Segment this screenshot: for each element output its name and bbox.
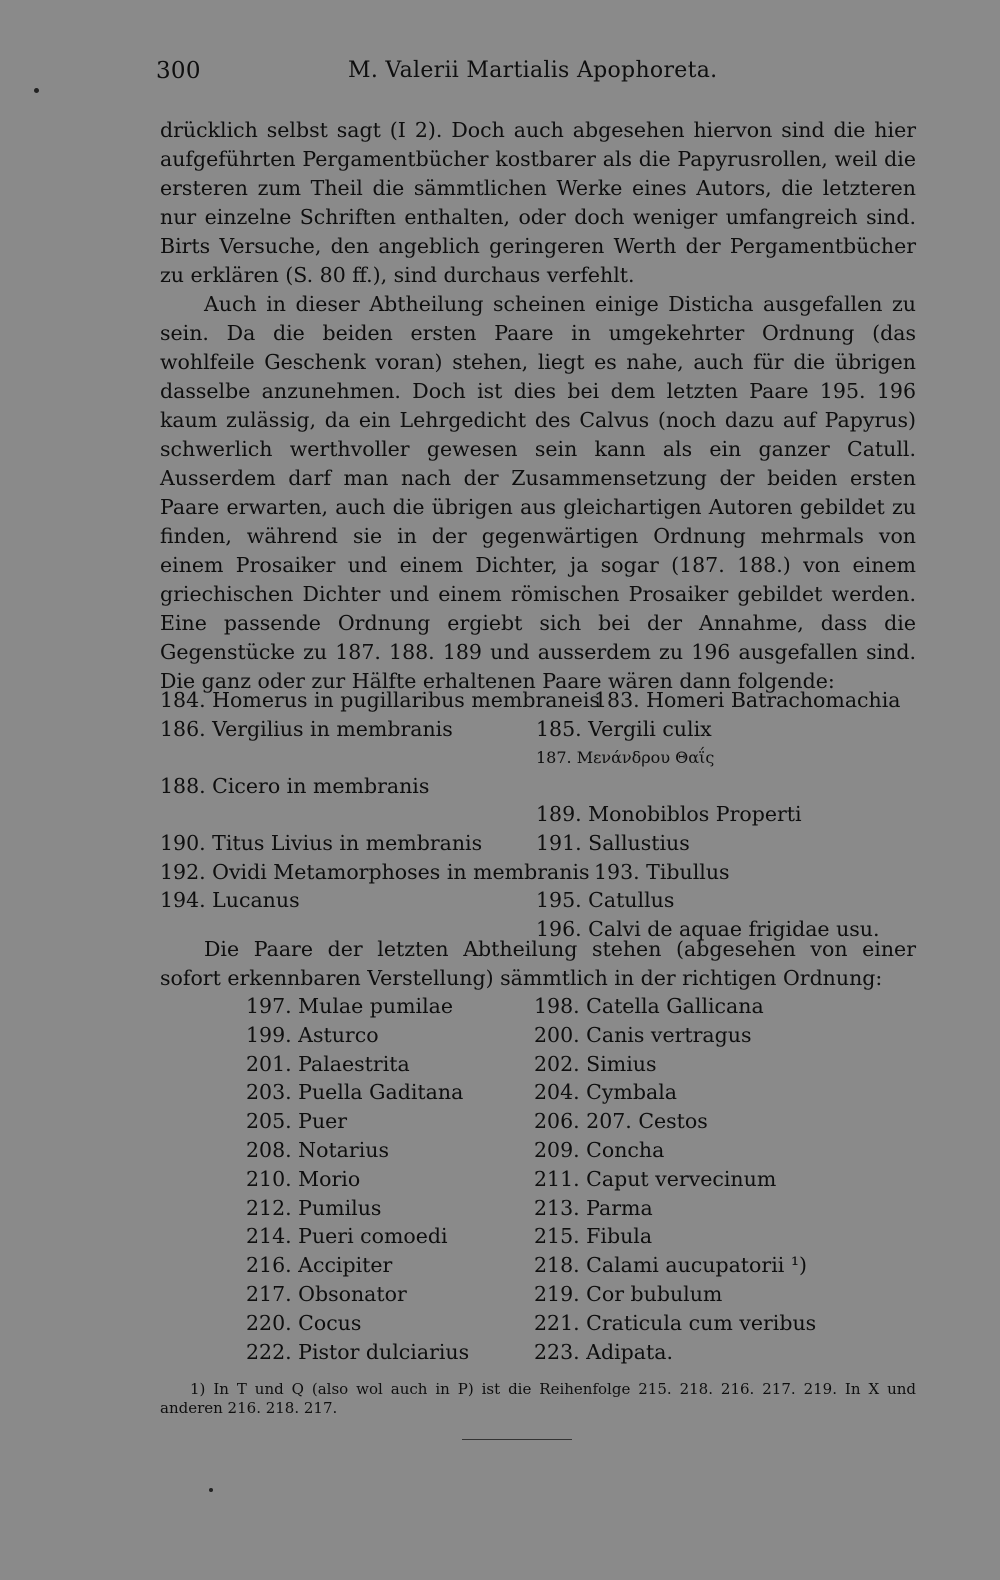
item-row — [246, 994, 846, 1023]
item-row — [246, 1196, 846, 1225]
running-title: M. Valerii Martialis Apophoreta. — [348, 58, 718, 83]
book-pairs-list — [160, 688, 920, 945]
pair-right-entry: 189. Monobiblos Properti — [536, 802, 802, 827]
pair-left-entry: 188. Cicero in membranis — [160, 773, 430, 798]
pair-row — [160, 802, 920, 831]
pair-left-entry: 190. Titus Livius in membranis — [160, 830, 483, 855]
item-right-entry: 223. Adipata. — [534, 1339, 673, 1364]
pair-row — [160, 831, 920, 860]
pair-right-entry: 191. Sallustius — [536, 830, 690, 855]
item-left-entry: 203. Puella Gaditana — [246, 1080, 464, 1105]
item-right-entry: 221. Craticula cum veribus — [534, 1310, 817, 1335]
item-left-entry: 199. Asturco — [246, 1022, 379, 1047]
item-left-entry: 216. Accipiter — [246, 1253, 393, 1278]
item-right-entry: 204. Cymbala — [534, 1080, 677, 1105]
item-row — [246, 1138, 846, 1167]
pair-row — [160, 774, 920, 803]
speck-mark — [34, 88, 39, 93]
pair-right-entry: 196. Calvi de aquae frigidae usu. — [536, 916, 880, 941]
paragraph-2: Auch in dieser Abtheilung scheinen einige Disticha ausgefallen zu sein. Da die beiden ersten Paare in umgekehrter Ordnung (das wohlfeile Geschenk voran) stehen, liegt es nahe, auch für die übrigen dasselbe anzunehmen. Doch ist dies bei dem letzten Paare 195. 196 kaum zulässig, da ein Lehrgedicht des Calvus (noch dazu auf Papyrus) schwerlich werthvoller gewesen sein kann als ein ganzer Catull. Ausserdem darf man nach der Zusammensetzung der beiden ersten Paare erwarten, auch die übrigen aus gleichartigen Autoren gebildet zu finden, während sie in der gegenwärtigen Ordnung mehrmals von einem Prosaiker und einem Dichter, ja sogar (187. 188.) von einem griechischen Dichter und einem römischen Prosaiker gebildet werden. Eine passende Ordnung ergiebt sich bei der Annahme, dass die Gegenstücke zu 187. 188. 189 und ausserdem zu 196 ausgefallen sind. Die ganz oder zur Hälfte erhaltenen Paare wären dann folgende: — [160, 292, 916, 693]
item-right-entry: 215. Fibula — [534, 1224, 653, 1249]
item-right-entry: 206. 207. Cestos — [534, 1109, 708, 1134]
item-row — [246, 1023, 846, 1052]
item-left-entry: 214. Pueri comoedi — [246, 1224, 448, 1249]
item-left-entry: 210. Morio — [246, 1166, 361, 1191]
item-row — [246, 1109, 846, 1138]
item-left-entry: 217. Obsonator — [246, 1281, 407, 1306]
page-number: 300 — [156, 58, 201, 84]
item-row — [246, 1253, 846, 1282]
item-row — [246, 1311, 846, 1340]
item-right-entry: 211. Caput vervecinum — [534, 1166, 777, 1191]
speck-mark — [209, 1488, 213, 1492]
item-left-entry: 212. Pumilus — [246, 1195, 382, 1220]
item-left-entry: 201. Palaestrita — [246, 1051, 410, 1076]
pair-left-entry: 192. Ovidi Metamorphoses in membranis — [160, 859, 590, 884]
paragraph-3: Die Paare der letzten Abtheilung stehen (abgesehen von einer sofort erkennbaren Verstellung) sämmtlich in der richtigen Ordnung: — [160, 937, 916, 990]
footnote-text: 1) In T und Q (also wol auch in P) ist die Reihenfolge 215. 218. 216. 217. 219. In X und anderen 216. 218. 217. — [160, 1380, 916, 1417]
pair-right-entry: 183. Homeri Batrachomachia — [594, 688, 901, 712]
item-right-entry: 218. Calami aucupatorii ¹) — [534, 1253, 808, 1278]
pair-row — [160, 860, 920, 889]
item-right-entry: 213. Parma — [534, 1195, 653, 1220]
item-left-entry: 208. Notarius — [246, 1137, 389, 1162]
item-row — [246, 1282, 846, 1311]
item-right-entry: 198. Catella Gallicana — [534, 994, 764, 1018]
footnote — [160, 1380, 916, 1418]
item-right-entry: 209. Concha — [534, 1137, 665, 1162]
pair-row — [160, 745, 920, 774]
pair-right-entry: 185. Vergili culix — [536, 716, 712, 741]
item-row — [246, 1340, 846, 1369]
item-right-entry: 200. Canis vertragus — [534, 1022, 752, 1047]
item-right-entry: 202. Simius — [534, 1051, 657, 1076]
footer-rule — [462, 1439, 572, 1440]
paragraph-1: drücklich selbst sagt (I 2). Doch auch abgesehen hiervon sind die hier aufgeführten Pergamentbücher kostbarer als die Papyrusrollen, weil die ersteren zum Theil die sämmtlichen Werke eines Autors, die letzteren nur einzelne Schriften enthalten, oder doch weniger umfangreich sind. Birts Versuche, den angeblich geringeren Werth der Pergamentbücher zu erklären (S. 80 ff.), sind durchaus verfehlt. — [160, 118, 916, 287]
pair-left-entry: 186. Vergilius in membranis — [160, 716, 453, 741]
body-text-closing — [160, 935, 916, 993]
item-left-entry: 205. Puer — [246, 1109, 348, 1134]
item-left-entry: 220. Cocus — [246, 1310, 362, 1335]
item-left-entry: 222. Pistor dulciarius — [246, 1339, 470, 1364]
item-row — [246, 1080, 846, 1109]
pair-left-entry: 194. Lucanus — [160, 888, 300, 913]
pair-row — [160, 688, 920, 717]
pair-row — [160, 717, 920, 746]
gift-pairs-list — [246, 994, 846, 1368]
item-row — [246, 1224, 846, 1253]
pair-left-entry: 184. Homerus in pugillaribus membraneis — [160, 688, 600, 712]
item-row — [246, 1052, 846, 1081]
pair-row — [160, 888, 920, 917]
item-left-entry: 197. Mulae pumilae — [246, 994, 454, 1018]
pair-right-entry: 193. Tibullus — [594, 859, 730, 884]
item-row — [246, 1167, 846, 1196]
body-text — [160, 116, 916, 696]
item-right-entry: 219. Cor bubulum — [534, 1281, 723, 1306]
pair-right-entry: 187. Μενάνδρου Θαΐς — [536, 748, 715, 768]
pair-right-entry: 195. Catullus — [536, 888, 675, 913]
